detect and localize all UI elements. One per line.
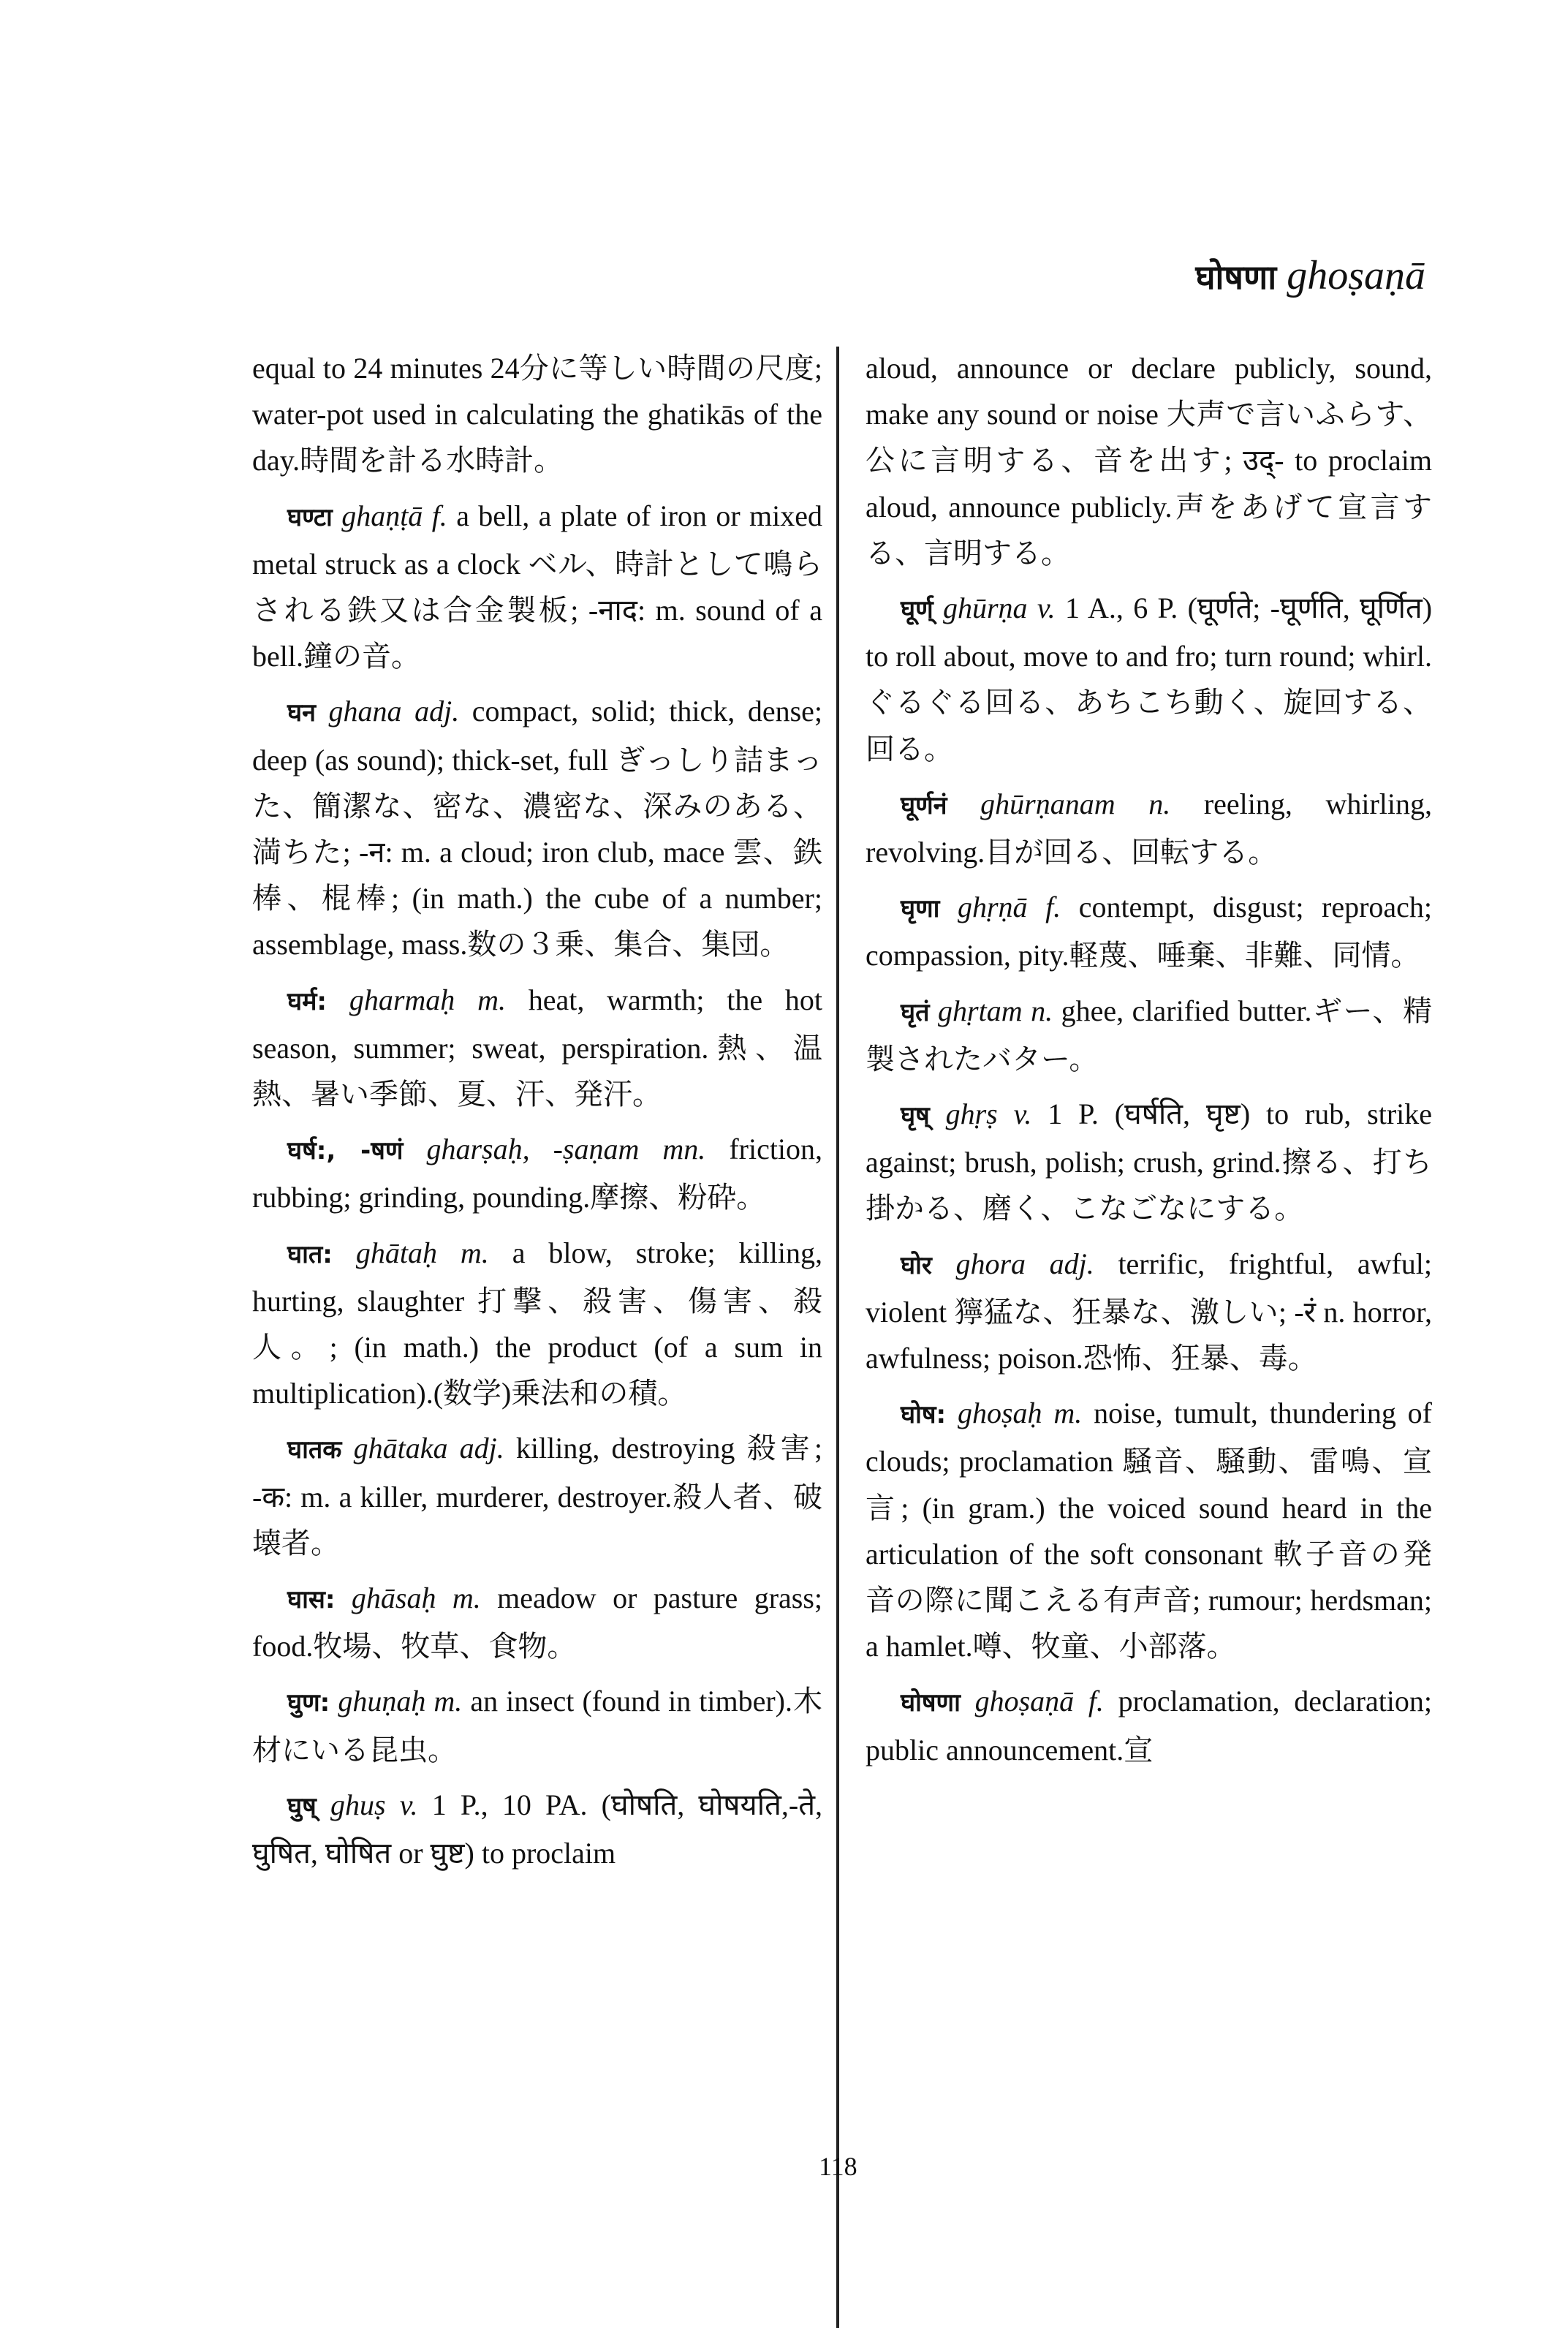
entry-text: meadow or pasture grass; food.牧場、牧草、食物。 <box>252 1581 823 1663</box>
entry-headword: घृतं <box>901 997 930 1027</box>
entry-ghus <box>252 1782 822 1876</box>
entry-text: heat, warmth; the hot season, summer; sweat, perspiration.熱、温熱、暑い季節、夏、汗、発汗。 <box>252 983 823 1111</box>
entry-headword: घूर्णनं <box>901 790 947 820</box>
page-number: 118 <box>819 2152 857 2181</box>
entry-ghurna <box>866 585 1432 772</box>
entry-text: equal to 24 minutes 24分に等しい時間の尺度; water-pot used in calculating the ghatikās of the day.時間を計る水時計。 <box>252 352 822 477</box>
entry-text: 1 P. (घर्षति, घृष्ट) to rub, strike against; brush, polish; crush, grind.擦る、打ち掛かる、磨く、こなごなにする。 <box>866 1097 1433 1225</box>
entry-ghrtam <box>866 988 1432 1082</box>
entry-grammar: v. <box>1013 1097 1032 1131</box>
entry-text: compact, solid; thick, dense; deep (as sound); thick-set, full ぎっしり詰まった、簡潔な、密な、濃密な、深みのある、満ちた; -न: m. a cloud; iron club, mace 雲、鉄棒、棍棒; (in math.) the cube of a number; assemblage, mass.数の３乗、集合、集団。 <box>252 695 823 961</box>
entry-transliteration: ghoṣaṇā <box>974 1685 1075 1718</box>
running-head-roman: ghoṣaṇā <box>1287 253 1425 298</box>
column-divider <box>836 347 839 2328</box>
entry-ghataka <box>252 1425 822 1566</box>
entry-ghosana <box>866 1678 1432 1772</box>
entry-grammar: adj. <box>459 1432 504 1465</box>
entry-text: noise, tumult, thundering of clouds; proclamation 騒音、騒動、雷鳴、宣言; (in gram.) the voiced sound heard in the articulation of the soft consonant 軟子音の発音の際に聞こえる有声音; rumour; herdsman; a hamlet.噂、牧童、小部落。 <box>866 1397 1432 1663</box>
entry-transliteration: ghṛṣ <box>945 1097 998 1131</box>
entry-grammar: f. <box>1045 891 1061 924</box>
entry-headword: घोर <box>901 1250 932 1280</box>
entry-text: killing, destroying 殺害; -क: m. a killer, murderer, destroyer.殺人者、破壊者。 <box>252 1432 823 1560</box>
entry-transliteration: ghātaḥ <box>355 1236 437 1269</box>
entry-transliteration: ghana <box>328 695 402 728</box>
entry-ghosah <box>866 1390 1432 1669</box>
entry-ghunah <box>252 1678 822 1772</box>
entry-ghasah <box>252 1575 822 1669</box>
entry-grammar: n. <box>1148 787 1171 820</box>
entry-grammar: n. <box>1031 994 1053 1027</box>
entry-headword: घुण: <box>287 1688 330 1718</box>
entry-gharmah <box>252 977 822 1118</box>
entry-headword: घण्टा <box>287 502 333 532</box>
entry-transliteration: ghora <box>955 1247 1026 1280</box>
running-head-devanagari: घोषणा <box>1195 257 1277 297</box>
continued-entry <box>252 345 822 484</box>
entry-text: a bell, a plate of iron or mixed metal struck as a clock ベル、時計として鳴らされる鉄又は合金製板; -नाद: m. sound of a bell.鐘の音。 <box>252 499 823 673</box>
entry-transliteration: ghūrṇanam <box>980 787 1116 820</box>
entry-ghrna <box>866 884 1432 978</box>
running-head <box>1195 250 1425 303</box>
entry-headword: घास: <box>287 1585 336 1615</box>
entry-transliteration: ghāsaḥ <box>351 1581 436 1615</box>
entry-text: 1 A., 6 P. (घूर्णते; -घूर्णति, घूर्णित) to roll about, move to and fro; turn round; whirl.ぐるぐる回る、あちこち動く、旋回する、回る。 <box>866 592 1433 766</box>
entry-ghurnanam <box>866 781 1432 875</box>
entry-headword: घृणा <box>901 894 940 924</box>
entry-grammar: m. <box>1053 1397 1083 1430</box>
entry-grammar: m. <box>433 1685 463 1718</box>
entry-headword: घूर्ण् <box>901 595 933 625</box>
left-column <box>252 345 822 1885</box>
entry-text: aloud, announce or declare publicly, sound, make any sound or noise 大声で言いふらす、公に言明する、音を出す; उद्- to proclaim aloud, announce publicly.声をあげて宣言する、言明する。 <box>866 352 1432 570</box>
entry-transliteration: ghuṇaḥ <box>338 1685 426 1718</box>
entry-ghatah <box>252 1230 822 1417</box>
entry-grammar: mn. <box>662 1133 706 1166</box>
entry-grammar: v. <box>1037 592 1056 625</box>
entry-transliteration: ghoṣaḥ <box>957 1397 1042 1430</box>
entry-transliteration: ghaṇṭā <box>341 499 423 532</box>
entry-headword: घुष् <box>287 1791 317 1821</box>
entry-ghana <box>252 688 822 967</box>
entry-text: proclamation, declaration; public announcement.宣 <box>866 1685 1433 1766</box>
continued-entry <box>866 345 1432 576</box>
entry-grammar: m. <box>460 1236 489 1269</box>
entry-text: a blow, stroke; killing, hurting, slaughter 打撃、殺害、傷害、殺人。; (in math.) the product (of a sum in multiplication).(数学)乗法和の積。 <box>252 1236 822 1410</box>
entry-ghrs <box>866 1091 1432 1232</box>
entry-headword: घोषणा <box>901 1688 961 1718</box>
entry-grammar: m. <box>452 1581 481 1615</box>
entry-headword: घर्ष:, -षणं <box>287 1136 404 1166</box>
entry-gharsah <box>252 1126 822 1220</box>
entry-grammar: m. <box>477 983 506 1016</box>
entry-grammar: f. <box>431 499 447 532</box>
entry-text: terrific, frightful, awful; violent 獰猛な、狂暴な、激しい; -रं n. horror, awfulness; poison.恐怖、狂暴、毒。 <box>866 1247 1433 1375</box>
entry-transliteration: gharṣaḥ, -ṣaṇam <box>426 1133 640 1166</box>
entry-text: an insect (found in timber).木材にいる昆虫。 <box>252 1685 823 1766</box>
entry-grammar: adj. <box>1049 1247 1094 1280</box>
entry-text: ghee, clarified butter.ギー、精製されたバター。 <box>866 994 1433 1076</box>
entry-transliteration: ghūrṇa <box>942 592 1028 625</box>
entry-transliteration: ghṛṇā <box>957 891 1028 924</box>
entry-transliteration: ghṛtam <box>938 994 1023 1027</box>
entry-text: reeling, whirling, revolving.目が回る、回転する。 <box>866 787 1433 869</box>
entry-headword: घृष् <box>901 1101 930 1131</box>
entry-headword: घर्म: <box>287 986 327 1016</box>
entry-headword: घातक <box>287 1435 342 1465</box>
entry-ghora <box>866 1241 1432 1382</box>
entry-ghanta <box>252 493 822 680</box>
entry-transliteration: gharmaḥ <box>349 983 455 1016</box>
entry-text: friction, rubbing; grinding, pounding.摩擦、粉砕。 <box>252 1133 823 1214</box>
entry-transliteration: ghuṣ <box>330 1788 386 1821</box>
entry-headword: घन <box>287 698 316 728</box>
entry-grammar: adj. <box>414 695 460 728</box>
entry-text: 1 P., 10 PA. (घोषति, घोषयति,-ते, घुषित, घोषित or घुष्ट) to proclaim <box>252 1788 823 1870</box>
entry-headword: घोष: <box>901 1400 947 1430</box>
right-column <box>866 345 1432 1782</box>
entry-headword: घात: <box>287 1239 333 1269</box>
entry-text: contempt, disgust; reproach; compassion, pity.軽蔑、唾棄、非難、同情。 <box>866 891 1433 972</box>
entry-grammar: f. <box>1088 1685 1104 1718</box>
entry-grammar: v. <box>399 1788 418 1821</box>
entry-transliteration: ghātaka <box>353 1432 448 1465</box>
